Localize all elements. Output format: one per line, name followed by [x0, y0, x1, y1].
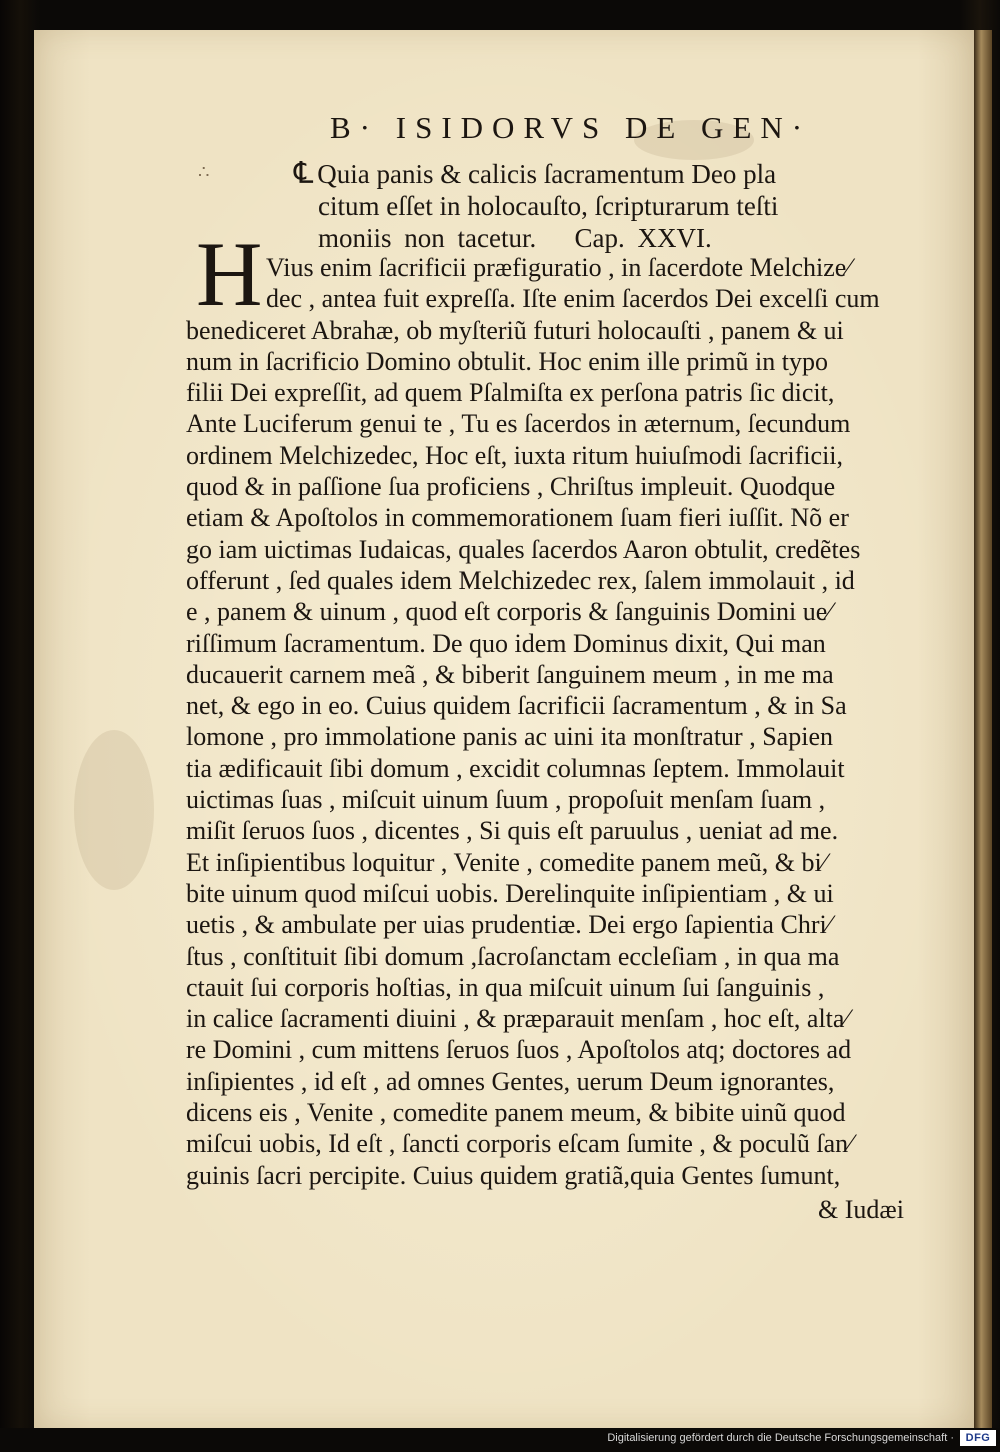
heading-line [294, 158, 814, 190]
text-line: quod & in paſſione ſua proficiens , Chriſtus impleuit. Quodque [186, 472, 836, 502]
heading-text: moniis non tacetur. [318, 223, 537, 253]
text-line: lomone , pro immolatione panis ac uini ita monſtratur , Sapien [186, 722, 833, 752]
text-line: riſſimum ſacramentum. De quo idem Dominus dixit, Qui man [186, 628, 826, 658]
heading-text: Quia panis & calicis ſacramentum Deo pla [317, 159, 777, 189]
page-edge [974, 30, 992, 1428]
text-line: inſipientes , id eſt , ad omnes Gentes, uerum Deum ignorantes, [186, 1066, 835, 1096]
dfg-logo: DFG [960, 1430, 996, 1446]
text-line: go iam uictimas Iudaicas, quales ſacerdos Aaron obtulit, credẽtes [186, 534, 861, 564]
text-line: filii Dei expreſſit, ad quem Pſalmiſta ex perſona patris ſic dicit, [186, 378, 835, 408]
text-line: Et inſipientibus loquitur , Venite , comedite panem meũ, & bi⁄ [186, 847, 827, 877]
margin-mark: ∴ [198, 162, 210, 183]
text-line: Vius enim ſacrificii præfiguratio , in ſacerdote Melchize⁄ [266, 253, 851, 282]
chapter-heading [294, 158, 814, 254]
text-line: benediceret Abrahæ, ob myſteriũ futuri holocauſti , panem & ui [186, 315, 844, 345]
text-line: in calice ſacramenti diuini , & præparauit menſam , hoc eſt, alta⁄ [186, 1004, 849, 1034]
catchword: & Iudæi [818, 1195, 904, 1224]
text-line: dicens eis , Venite , comedite panem meum, & bibite uinũ quod [186, 1098, 846, 1128]
text-line: tia ædificauit ſibi domum , excidit columnas ſeptem. Immolauit [186, 753, 845, 783]
text-line: offerunt , ſed quales idem Melchizedec rex, ſalem immolauit , id [186, 565, 855, 595]
text-line: re Domini , cum mittens ſeruos ſuos , Apoſtolos atq; doctores ad [186, 1035, 852, 1065]
text-line: ſtus , conſtituit ſibi domum ,ſacroſanctam eccleſiam , in qua ma [186, 941, 840, 971]
pilcrow-icon: ℄ [294, 157, 314, 190]
text-line: guinis ſacri percipite. Cuius quidem gratiã,quia Gentes ſumunt, [186, 1160, 841, 1190]
chapter-number: Cap. XXVI. [574, 223, 712, 253]
text-line: bite uinum quod miſcui uobis. Derelinquite inſipientiam , & ui [186, 878, 834, 908]
heading-line [294, 222, 814, 254]
heading-line: citum eſſet in holocauſto, ſcripturarum teſti [318, 191, 779, 221]
text-line: miſit ſeruos ſuos , dicentes , Si quis eſt paruulus , ueniat ad me. [186, 816, 839, 846]
text-line: ordinem Melchizedec, Hoc eſt, iuxta ritum huiuſmodi ſacrificii, [186, 440, 844, 470]
text-line: Ante Luciferum genui te , Tu es ſacerdos in æternum, ſecundum [186, 409, 851, 439]
text-line: miſcui uobis, Id eſt , ſancti corporis eſcam ſumite , & poculũ ſan⁄ [186, 1129, 853, 1159]
text-line: ctauit ſui corporis hoſtias, in qua miſcuit uinum ſui ſanguinis , [186, 972, 825, 1002]
body-text [186, 252, 921, 1191]
paper-stain [74, 730, 154, 890]
drop-capital: H [196, 223, 263, 325]
text-line: uetis , & ambulate per uias prudentiæ. Dei ergo ſapientia Chri⁄ [186, 910, 832, 940]
text-line: uictimas ſuas , miſcuit uinum ſuum , propoſuit menſam ſuam , [186, 785, 826, 815]
text-line: ducauerit carnem meã , & biberit ſanguinem meum , in me ma [186, 659, 834, 689]
digitization-credit: Digitalisierung gefördert durch die Deutsche Forschungsgemeinschaft · [607, 1432, 954, 1444]
text-line: dec , antea fuit expreſſa. Iſte enim ſacerdos Dei excelſi cum [266, 284, 880, 314]
running-head: B· ISIDORVS DE GEN· [330, 110, 812, 145]
text-line: e , panem & uinum , quod eſt corporis & ſanguinis Domini ue⁄ [186, 597, 832, 627]
text-line: num in ſacrificio Domino obtulit. Hoc enim ille primũ in typo [186, 346, 828, 376]
text-line: net, & ego in eo. Cuius quidem ſacrificii ſacramentum , & in Sa [186, 691, 847, 721]
text-line: etiam & Apoſtolos in commemorationem ſuam fieri iuſſit. Nõ er [186, 503, 849, 533]
